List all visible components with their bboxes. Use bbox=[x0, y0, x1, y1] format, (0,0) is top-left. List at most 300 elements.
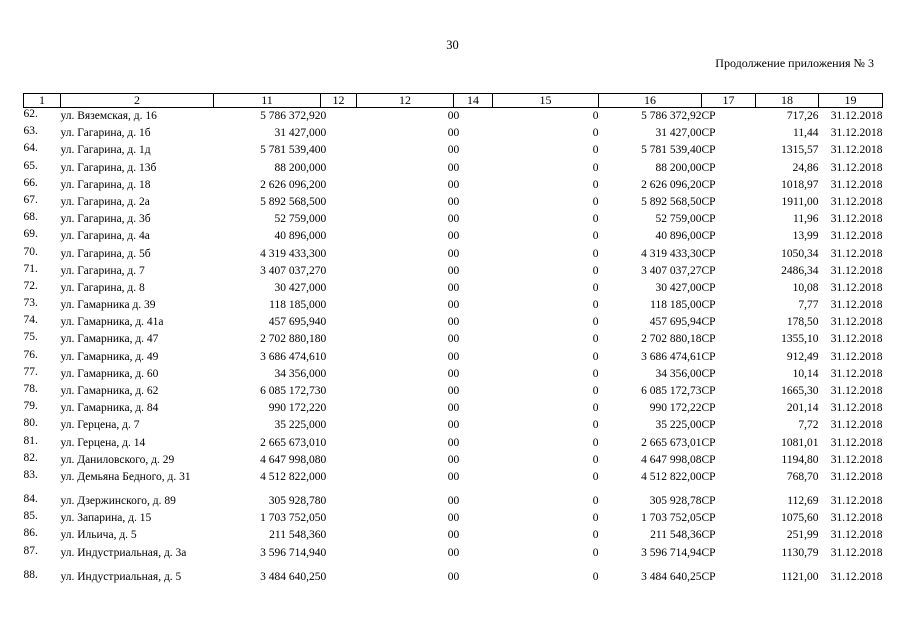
cost-total: 4 512 822,00 bbox=[260, 470, 321, 483]
row-number-cell bbox=[24, 452, 61, 469]
value-col-12a-cell bbox=[321, 417, 357, 434]
value-col-12b-cell bbox=[357, 211, 454, 228]
value-col-12a: 0 bbox=[320, 195, 327, 208]
table-row bbox=[24, 108, 883, 126]
value-col-12b: 0 bbox=[447, 213, 454, 226]
value-col-12b: 0 bbox=[447, 453, 454, 466]
cost-col-16-cell bbox=[599, 569, 702, 586]
area-value: 1130,79 bbox=[781, 546, 819, 559]
cost-col-16: 305 928,78 bbox=[649, 494, 702, 507]
deadline-date: 31.12.2018 bbox=[830, 512, 883, 525]
fund-type: СР bbox=[701, 436, 716, 449]
value-col-14-cell bbox=[454, 280, 493, 297]
cost-total-cell bbox=[214, 569, 321, 586]
value-col-12a: 0 bbox=[320, 281, 327, 294]
value-col-14: 0 bbox=[453, 453, 460, 466]
cost-col-16-cell bbox=[599, 545, 702, 569]
area-value-cell bbox=[756, 545, 819, 569]
value-col-12b-cell bbox=[357, 142, 454, 159]
row-number-cell bbox=[24, 228, 61, 245]
table-row bbox=[24, 263, 883, 280]
value-col-12b-cell bbox=[357, 177, 454, 194]
fund-type: СР bbox=[701, 264, 716, 277]
address: ул. Гагарина, д. 1б bbox=[60, 127, 151, 140]
deadline-date: 31.12.2018 bbox=[830, 144, 883, 157]
annex-continuation-label: Продолжение приложения № 3 bbox=[715, 56, 874, 70]
fund-type: СР bbox=[701, 127, 716, 140]
col-header-18: 18 bbox=[756, 94, 819, 108]
value-col-12a: 0 bbox=[320, 367, 327, 380]
value-col-12b-cell bbox=[357, 493, 454, 510]
cost-total-cell bbox=[214, 263, 321, 280]
area-value: 112,69 bbox=[787, 494, 819, 507]
value-col-12b-cell bbox=[357, 366, 454, 383]
value-col-12a-cell bbox=[321, 108, 357, 126]
value-col-14-cell bbox=[454, 108, 493, 126]
value-col-14: 0 bbox=[453, 529, 460, 542]
area-value: 1665,30 bbox=[781, 385, 819, 397]
table-header-row bbox=[24, 94, 883, 108]
row-number-cell bbox=[24, 160, 61, 177]
value-col-14-cell bbox=[454, 469, 493, 493]
address-cell bbox=[61, 108, 214, 126]
cost-total-cell bbox=[214, 160, 321, 177]
address-cell bbox=[61, 297, 214, 314]
cost-total-cell bbox=[214, 435, 321, 452]
row-number-cell bbox=[24, 246, 61, 263]
cost-total-cell bbox=[214, 417, 321, 434]
value-col-15-cell bbox=[493, 297, 599, 314]
value-col-12b-cell bbox=[357, 469, 454, 493]
deadline-date: 31.12.2018 bbox=[830, 161, 883, 174]
cost-col-16: 118 185,00 bbox=[650, 299, 702, 312]
fund-type-cell bbox=[702, 493, 756, 510]
cost-col-16-cell bbox=[599, 142, 702, 159]
col-header-12a: 12 bbox=[321, 94, 357, 108]
row-number-cell bbox=[24, 417, 61, 434]
area-value: 1018,97 bbox=[781, 178, 819, 191]
cost-total: 88 200,00 bbox=[274, 161, 321, 174]
table-row bbox=[24, 527, 883, 544]
cost-total-cell bbox=[214, 194, 321, 211]
address-cell bbox=[61, 228, 214, 245]
cost-col-16-cell bbox=[599, 435, 702, 452]
row-number: 85. bbox=[23, 510, 38, 523]
value-col-12b-cell bbox=[357, 228, 454, 245]
row-number-cell bbox=[24, 211, 61, 228]
cost-total: 5 781 539,40 bbox=[260, 144, 321, 157]
value-col-15-cell bbox=[493, 280, 599, 297]
row-number: 87. bbox=[23, 544, 38, 557]
fund-type: СР bbox=[701, 161, 716, 174]
fund-type-cell bbox=[702, 280, 756, 297]
value-col-12b: 0 bbox=[447, 161, 454, 174]
deadline-date: 31.12.2018 bbox=[830, 570, 883, 583]
fund-type: СР bbox=[701, 213, 716, 226]
value-col-14-cell bbox=[454, 569, 493, 586]
value-col-14: 0 bbox=[453, 230, 460, 243]
area-value: 1194,80 bbox=[781, 453, 819, 466]
fund-type: СР bbox=[701, 546, 716, 559]
cost-total: 5 892 568,50 bbox=[260, 195, 321, 208]
value-col-15: 0 bbox=[592, 127, 599, 140]
row-number-cell bbox=[24, 493, 61, 510]
value-col-12a-cell bbox=[321, 194, 357, 211]
value-col-15: 0 bbox=[592, 281, 599, 294]
value-col-14-cell bbox=[454, 177, 493, 194]
address: ул. Гамарника, д. 60 bbox=[60, 367, 159, 380]
fund-type-cell bbox=[702, 228, 756, 245]
area-value: 10,14 bbox=[792, 367, 819, 380]
value-col-15: 0 bbox=[592, 453, 599, 466]
value-col-12b: 0 bbox=[447, 419, 454, 432]
area-value-cell bbox=[756, 417, 819, 434]
deadline-date-cell bbox=[819, 435, 883, 452]
value-col-12b-cell bbox=[357, 435, 454, 452]
cost-total-cell bbox=[214, 383, 321, 400]
table-row bbox=[24, 228, 883, 245]
value-col-14-cell bbox=[454, 435, 493, 452]
col-header-2: 2 bbox=[61, 94, 214, 108]
deadline-date-cell bbox=[819, 400, 883, 417]
address: ул. Ильича, д. 5 bbox=[60, 529, 137, 542]
fund-type-cell bbox=[702, 527, 756, 544]
value-col-12a: 0 bbox=[320, 385, 327, 397]
value-col-14-cell bbox=[454, 545, 493, 569]
value-col-12b: 0 bbox=[447, 281, 454, 294]
table-row bbox=[24, 160, 883, 177]
deadline-date-cell bbox=[819, 297, 883, 314]
value-col-12a-cell bbox=[321, 280, 357, 297]
value-col-15: 0 bbox=[592, 367, 599, 380]
value-col-12a: 0 bbox=[320, 333, 327, 346]
value-col-12a: 0 bbox=[320, 230, 327, 243]
value-col-15-cell bbox=[493, 493, 599, 510]
cost-col-16: 3 686 474,61 bbox=[641, 350, 702, 363]
row-number: 75. bbox=[23, 331, 38, 344]
area-value-cell bbox=[756, 228, 819, 245]
value-col-14: 0 bbox=[453, 546, 460, 559]
area-value-cell bbox=[756, 383, 819, 400]
value-col-12a: 0 bbox=[320, 247, 327, 260]
area-value-cell bbox=[756, 211, 819, 228]
area-value: 1121,00 bbox=[781, 570, 819, 583]
value-col-12b: 0 bbox=[447, 333, 454, 346]
deadline-date-cell bbox=[819, 142, 883, 159]
col-header-14: 14 bbox=[454, 94, 493, 108]
cost-total: 3 686 474,61 bbox=[260, 350, 321, 363]
deadline-date: 31.12.2018 bbox=[830, 470, 883, 483]
cost-col-16-cell bbox=[599, 246, 702, 263]
cost-total: 118 185,00 bbox=[269, 299, 321, 312]
value-col-15-cell bbox=[493, 125, 599, 142]
value-col-12b-cell bbox=[357, 125, 454, 142]
value-col-12a-cell bbox=[321, 366, 357, 383]
cost-col-16-cell bbox=[599, 297, 702, 314]
cost-col-16-cell bbox=[599, 469, 702, 493]
value-col-14-cell bbox=[454, 366, 493, 383]
cost-total-cell bbox=[214, 331, 321, 348]
cost-total-cell bbox=[214, 366, 321, 383]
deadline-date: 31.12.2018 bbox=[830, 419, 883, 432]
address-cell bbox=[61, 314, 214, 331]
deadline-date: 31.12.2018 bbox=[830, 247, 883, 260]
row-number: 86. bbox=[23, 527, 38, 540]
value-col-12b-cell bbox=[357, 297, 454, 314]
deadline-date: 31.12.2018 bbox=[830, 546, 883, 559]
deadline-date-cell bbox=[819, 177, 883, 194]
address: ул. Индустриальная, д. 3а bbox=[60, 546, 187, 559]
deadline-date-cell bbox=[819, 125, 883, 142]
value-col-14-cell bbox=[454, 246, 493, 263]
value-col-12b-cell bbox=[357, 108, 454, 126]
row-number-cell bbox=[24, 435, 61, 452]
value-col-12a-cell bbox=[321, 435, 357, 452]
value-col-15: 0 bbox=[592, 512, 599, 525]
fund-type-cell bbox=[702, 569, 756, 586]
area-value-cell bbox=[756, 331, 819, 348]
fund-type: СР bbox=[701, 333, 716, 346]
table-row bbox=[24, 142, 883, 159]
area-value: 201,14 bbox=[786, 402, 819, 415]
cost-col-16: 5 786 372,92 bbox=[641, 110, 702, 122]
row-number: 81. bbox=[23, 434, 38, 447]
value-col-12b: 0 bbox=[447, 436, 454, 449]
value-col-12b-cell bbox=[357, 246, 454, 263]
address: ул. Гагарина, д. 8 bbox=[60, 281, 145, 294]
value-col-14-cell bbox=[454, 297, 493, 314]
value-col-12a: 0 bbox=[320, 110, 327, 122]
value-col-15-cell bbox=[493, 366, 599, 383]
cost-col-16: 2 702 880,18 bbox=[641, 333, 702, 346]
value-col-12b: 0 bbox=[447, 110, 454, 122]
value-col-12a: 0 bbox=[320, 470, 327, 483]
cost-col-16: 35 225,00 bbox=[655, 419, 702, 432]
value-col-12a-cell bbox=[321, 142, 357, 159]
fund-type-cell bbox=[702, 263, 756, 280]
value-col-12b-cell bbox=[357, 569, 454, 586]
value-col-14-cell bbox=[454, 314, 493, 331]
cost-col-16: 5 781 539,40 bbox=[641, 144, 702, 157]
value-col-12b-cell bbox=[357, 545, 454, 569]
table-row bbox=[24, 383, 883, 400]
fund-type: СР bbox=[701, 402, 716, 415]
value-col-14-cell bbox=[454, 510, 493, 527]
table-row bbox=[24, 452, 883, 469]
cost-total: 4 647 998,08 bbox=[260, 453, 321, 466]
value-col-14: 0 bbox=[453, 195, 460, 208]
value-col-12b: 0 bbox=[447, 247, 454, 260]
row-number-cell bbox=[24, 314, 61, 331]
cost-total: 2 665 673,01 bbox=[260, 436, 321, 449]
cost-total: 4 319 433,30 bbox=[260, 247, 321, 260]
cost-col-16: 4 512 822,00 bbox=[641, 470, 702, 483]
cost-col-16: 4 319 433,30 bbox=[641, 247, 702, 260]
cost-total-cell bbox=[214, 297, 321, 314]
fund-type: СР bbox=[701, 385, 716, 397]
value-col-15: 0 bbox=[592, 529, 599, 542]
cost-col-16: 3 407 037,27 bbox=[641, 264, 702, 277]
cost-total-cell bbox=[214, 314, 321, 331]
value-col-15: 0 bbox=[592, 161, 599, 174]
table-row bbox=[24, 280, 883, 297]
address-cell bbox=[61, 493, 214, 510]
address: ул. Вяземская, д. 16 bbox=[60, 110, 157, 122]
value-col-14-cell bbox=[454, 452, 493, 469]
row-number: 70. bbox=[23, 245, 38, 258]
fund-type: СР bbox=[701, 494, 716, 507]
area-value-cell bbox=[756, 246, 819, 263]
fund-type: СР bbox=[701, 453, 716, 466]
table-row bbox=[24, 194, 883, 211]
address: ул. Демьяна Бедного, д. 31 bbox=[60, 470, 191, 483]
value-col-12b: 0 bbox=[447, 570, 454, 583]
table-row bbox=[24, 400, 883, 417]
col-header-19: 19 bbox=[819, 94, 883, 108]
deadline-date-cell bbox=[819, 469, 883, 493]
address: ул. Гамарника, д. 62 bbox=[60, 385, 159, 397]
value-col-14-cell bbox=[454, 331, 493, 348]
value-col-12b-cell bbox=[357, 383, 454, 400]
value-col-15: 0 bbox=[592, 470, 599, 483]
row-number: 62. bbox=[23, 108, 38, 120]
cost-total-cell bbox=[214, 108, 321, 126]
area-value: 717,26 bbox=[786, 110, 819, 122]
cost-total-cell bbox=[214, 211, 321, 228]
deadline-date: 31.12.2018 bbox=[830, 402, 883, 415]
area-value: 1355,10 bbox=[781, 333, 819, 346]
value-col-12b-cell bbox=[357, 527, 454, 544]
value-col-15: 0 bbox=[592, 195, 599, 208]
value-col-14: 0 bbox=[453, 247, 460, 260]
deadline-date-cell bbox=[819, 194, 883, 211]
value-col-12a: 0 bbox=[320, 570, 327, 583]
area-value: 7,77 bbox=[798, 299, 819, 312]
cost-total-cell bbox=[214, 545, 321, 569]
row-number-cell bbox=[24, 280, 61, 297]
row-number-cell bbox=[24, 297, 61, 314]
fund-type: СР bbox=[701, 419, 716, 432]
value-col-12a-cell bbox=[321, 400, 357, 417]
address: ул. Гагарина, д. 7 bbox=[60, 264, 145, 277]
value-col-15: 0 bbox=[592, 213, 599, 226]
address: ул. Гамарника, д. 49 bbox=[60, 350, 159, 363]
address-cell bbox=[61, 194, 214, 211]
address-cell bbox=[61, 349, 214, 366]
address-cell bbox=[61, 469, 214, 493]
fund-type-cell bbox=[702, 545, 756, 569]
value-col-14-cell bbox=[454, 493, 493, 510]
value-col-14: 0 bbox=[453, 333, 460, 346]
fund-type: СР bbox=[701, 281, 716, 294]
deadline-date-cell bbox=[819, 349, 883, 366]
value-col-12b-cell bbox=[357, 314, 454, 331]
row-number-cell bbox=[24, 527, 61, 544]
area-value: 1911,00 bbox=[781, 195, 819, 208]
area-value: 24,86 bbox=[792, 161, 819, 174]
col-header-11: 11 bbox=[214, 94, 321, 108]
fund-type: СР bbox=[701, 195, 716, 208]
area-value-cell bbox=[756, 263, 819, 280]
table-row bbox=[24, 297, 883, 314]
cost-total: 1 703 752,05 bbox=[260, 512, 321, 525]
fund-type-cell bbox=[702, 435, 756, 452]
row-number: 71. bbox=[23, 262, 38, 275]
value-col-12a-cell bbox=[321, 177, 357, 194]
value-col-12b-cell bbox=[357, 263, 454, 280]
value-col-14: 0 bbox=[453, 402, 460, 415]
deadline-date-cell bbox=[819, 417, 883, 434]
value-col-15: 0 bbox=[592, 110, 599, 122]
address-cell bbox=[61, 177, 214, 194]
col-header-15: 15 bbox=[493, 94, 599, 108]
row-number: 88. bbox=[23, 568, 38, 581]
value-col-14-cell bbox=[454, 160, 493, 177]
value-col-14-cell bbox=[454, 263, 493, 280]
fund-type-cell bbox=[702, 142, 756, 159]
row-number: 83. bbox=[23, 468, 38, 481]
address-cell bbox=[61, 211, 214, 228]
cost-col-16: 990 172,22 bbox=[649, 402, 702, 415]
area-value: 11,96 bbox=[793, 213, 819, 226]
deadline-date: 31.12.2018 bbox=[830, 213, 883, 226]
value-col-15: 0 bbox=[592, 570, 599, 583]
row-number: 84. bbox=[23, 492, 38, 505]
value-col-14-cell bbox=[454, 125, 493, 142]
value-col-14-cell bbox=[454, 383, 493, 400]
row-number-cell bbox=[24, 108, 61, 126]
row-number: 80. bbox=[23, 417, 38, 430]
deadline-date: 31.12.2018 bbox=[830, 453, 883, 466]
cost-col-16: 30 427,00 bbox=[655, 281, 702, 294]
fund-type-cell bbox=[702, 125, 756, 142]
value-col-14: 0 bbox=[453, 316, 460, 329]
value-col-15-cell bbox=[493, 331, 599, 348]
value-col-12a: 0 bbox=[320, 453, 327, 466]
area-value: 178,50 bbox=[786, 316, 819, 329]
value-col-12a-cell bbox=[321, 493, 357, 510]
value-col-15-cell bbox=[493, 527, 599, 544]
area-value-cell bbox=[756, 125, 819, 142]
deadline-date-cell bbox=[819, 493, 883, 510]
fund-type: СР bbox=[701, 570, 716, 583]
cost-total-cell bbox=[214, 228, 321, 245]
fund-type: СР bbox=[701, 512, 716, 525]
value-col-15: 0 bbox=[592, 402, 599, 415]
address: ул. Дзержинского, д. 89 bbox=[60, 494, 176, 507]
table-row bbox=[24, 211, 883, 228]
address-cell bbox=[61, 280, 214, 297]
fund-type-cell bbox=[702, 297, 756, 314]
area-value: 912,49 bbox=[786, 350, 819, 363]
cost-total: 34 356,00 bbox=[274, 367, 321, 380]
col-header-17: 17 bbox=[702, 94, 756, 108]
row-number-cell bbox=[24, 469, 61, 493]
row-number-cell bbox=[24, 194, 61, 211]
address: ул. Гамарника, д. 41а bbox=[60, 316, 164, 329]
value-col-15: 0 bbox=[592, 316, 599, 329]
cost-col-16-cell bbox=[599, 177, 702, 194]
fund-type-cell bbox=[702, 383, 756, 400]
row-number-cell bbox=[24, 510, 61, 527]
value-col-12a-cell bbox=[321, 331, 357, 348]
value-col-12a-cell bbox=[321, 314, 357, 331]
value-col-15-cell bbox=[493, 314, 599, 331]
cost-total-cell bbox=[214, 349, 321, 366]
cost-col-16-cell bbox=[599, 314, 702, 331]
deadline-date-cell bbox=[819, 569, 883, 586]
value-col-15-cell bbox=[493, 246, 599, 263]
